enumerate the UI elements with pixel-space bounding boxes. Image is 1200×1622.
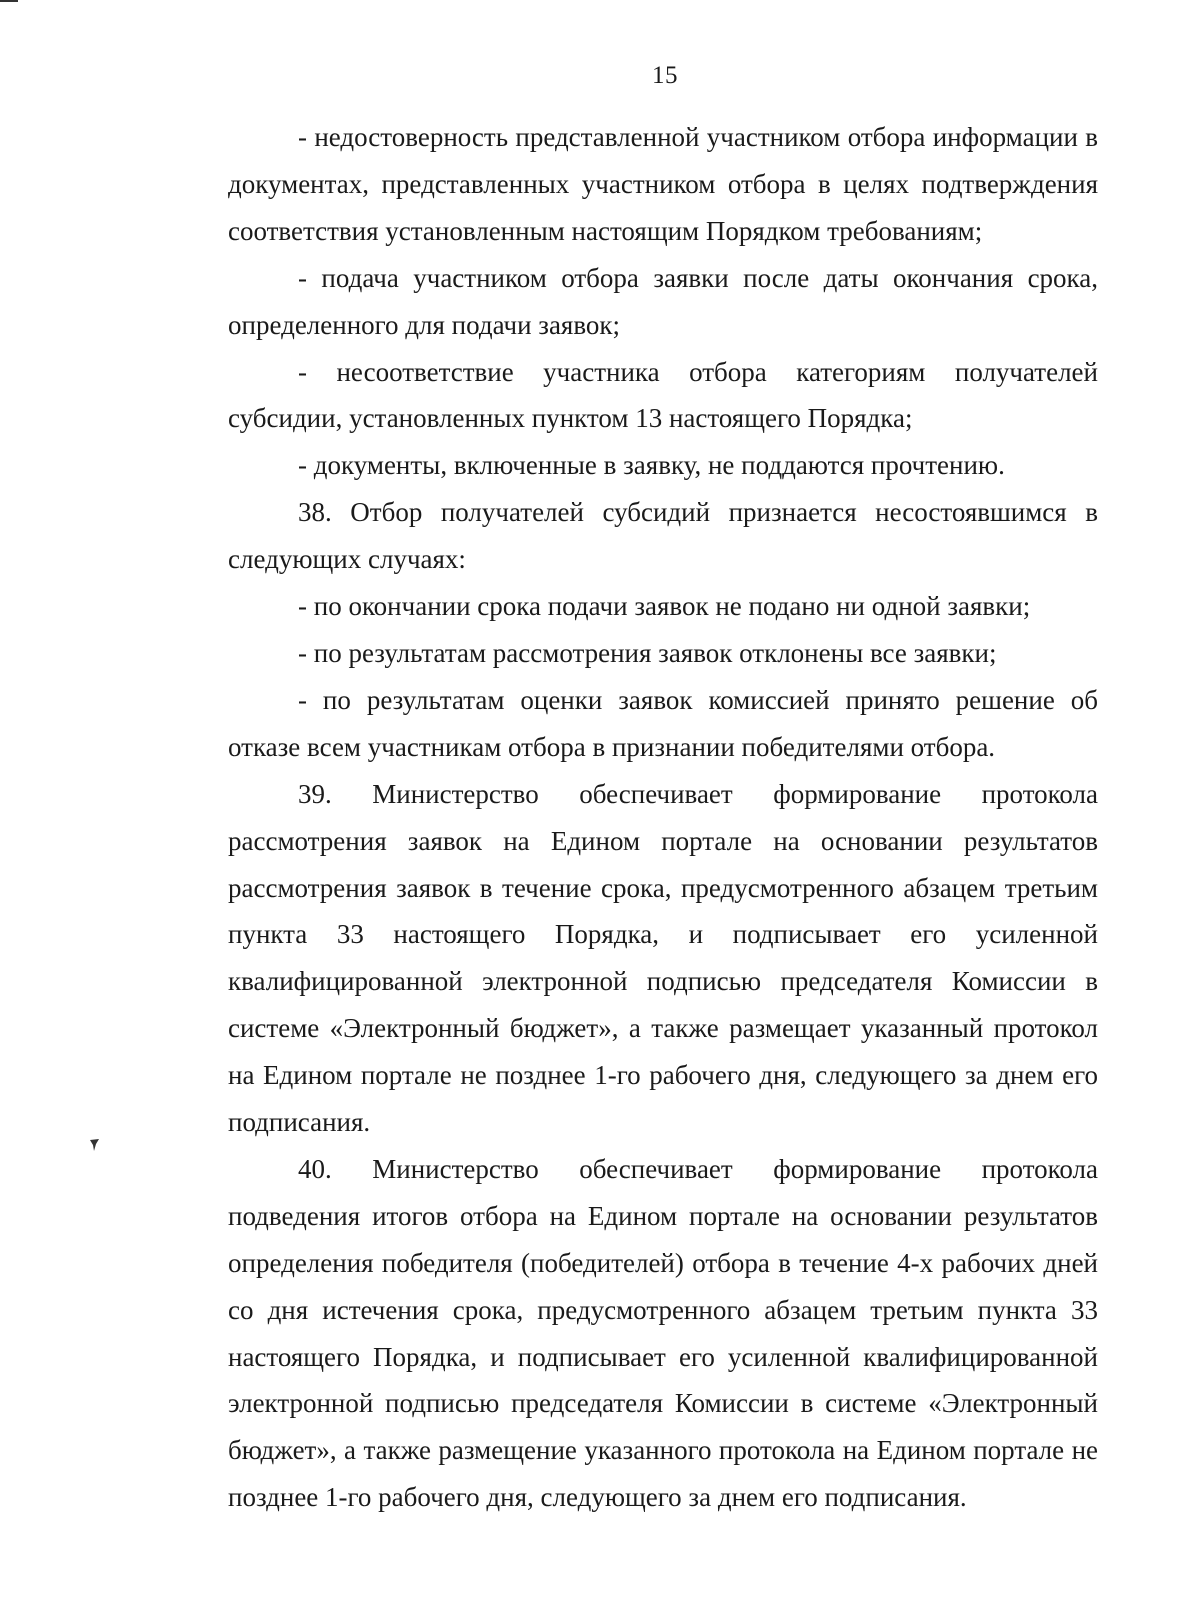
paragraph-category-mismatch: - несоответствие участника отбора категориям получателей субсидии, установленных пунктом 13 настоящего Порядка; (228, 356, 1098, 434)
paragraph-refusal-decision: - по результатам оценки заявок комиссией принято решение об отказе всем участникам отбора в признании победителями отбора. (228, 684, 1098, 762)
paragraph-no-applications: - по окончании срока подачи заявок не подано ни одной заявки; (298, 591, 1031, 622)
page-number: 15 (652, 62, 678, 89)
paragraph-38: 38. Отбор получателей субсидий признается несостоявшимся в следующих случаях: (228, 497, 1098, 575)
paragraph-39: 39. Министерство обеспечивает формирование протокола рассмотрения заявок на Едином портале на основании результатов рассмотрения заявок в течение срока, предусмотренного абзацем третьим пункта 33 настоящего Порядка, и подписывает его усиленной квалифицированной электронной подписью председателя Комиссии в системе «Электронный бюджет», а также размещает указанный протокол на Едином портале не позднее 1-го рабочего дня, следующего за днем его подписания. (228, 778, 1098, 1138)
document-body (228, 114, 1098, 1521)
paragraph-late-submission: - подача участником отбора заявки после даты окончания срока, определенного для подачи заявок; (228, 262, 1098, 340)
paragraph-all-rejected: - по результатам рассмотрения заявок отклонены все заявки; (298, 637, 997, 668)
scan-edge-mark (0, 0, 18, 2)
paragraph-40: 40. Министерство обеспечивает формирование протокола подведения итогов отбора на Едином портале на основании результатов определения победителя (победителей) отбора в течение 4-х рабочих дней со дня истечения срока, предусмотренного абзацем третьим пункта 33 настоящего Порядка, и подписывает его усиленной квалифицированной электронной подписью председателя Комиссии в системе «Электронный бюджет», а также размещение указанного протокола на Едином портале не позднее 1-го рабочего дня, следующего за днем его подписания. (228, 1153, 1098, 1513)
paragraph-unreadable-documents: - документы, включенные в заявку, не поддаются прочтению. (298, 450, 1005, 481)
paragraph-unreliable-info: - недостоверность представленной участником отбора информации в документах, представленных участником отбора в целях подтверждения соответствия установленным настоящим Порядком требованиям; (228, 122, 1098, 246)
scan-speck-mark (89, 1138, 101, 1152)
